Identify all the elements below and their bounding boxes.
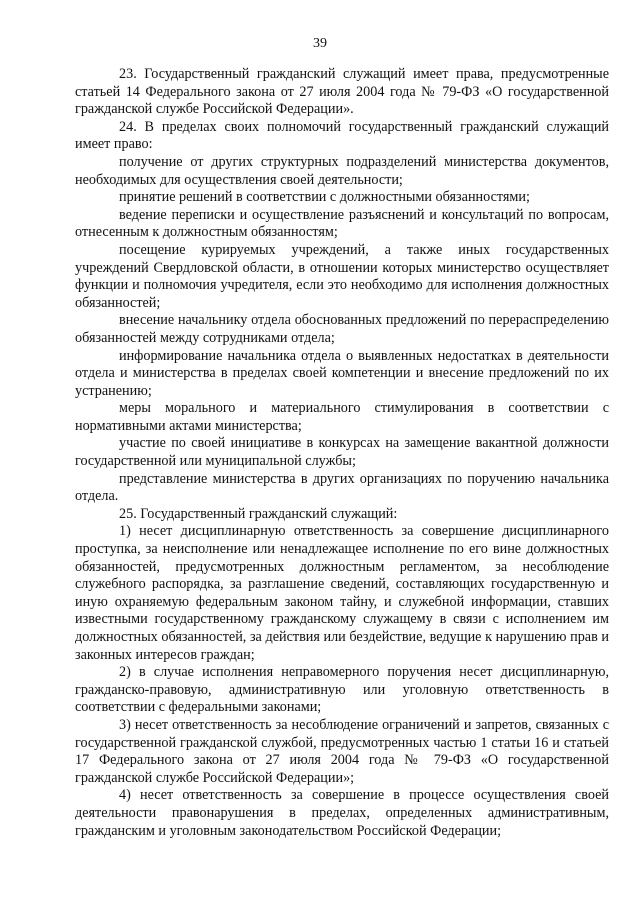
right-item-competitions: участие по своей инициативе в конкурсах на замещение вакантной должности государственной или муниципальной службы; xyxy=(75,435,609,470)
right-item-informing: информирование начальника отдела о выявленных недостатках в деятельности отдела и министерства в пределах своей компетенции и внесение предложений по их устранению; xyxy=(75,347,609,399)
liability-item-3: 3) несет ответственность за несоблюдение ограничений и запретов, связанных с государственной гражданской службой, предусмотренных частью 1 статьи 16 и статьей 17 Федерального закона от 27 июля 2004 года № 79-ФЗ «О государственной гражданской службе Российской Федерации»; xyxy=(75,716,609,786)
liability-item-1: 1) несет дисциплинарную ответственность за совершение дисциплинарного проступка, за неисполнение или ненадлежащее исполнение по его вине должностных обязанностей, предусмотренных должностным регламентом, за несоблюдение служебного распорядка, за разглашение сведений, составляющих государственную и иную охраняемую федеральным законом тайну, и служебной информации, ставших известными государственному гражданскому служащему в связи с исполнением им должностных обязанностей, за действия или бездействие, ведущие к нарушению прав и законных интересов граждан; xyxy=(75,523,609,663)
paragraph-24: 24. В пределах своих полномочий государственный гражданский служащий имеет право: xyxy=(75,118,609,153)
right-item-incentives: меры морального и материального стимулирования в соответствии с нормативными актами министерства; xyxy=(75,400,609,434)
right-item-proposals: внесение начальнику отдела обоснованных предложений по перераспределению обязанностей между сотрудниками отдела; xyxy=(75,312,609,346)
right-item-visits: посещение курируемых учреждений, а также иных государственных учреждений Свердловской области, в отношении которых министерство осуществляет функции и полномочия учредителя, если это необходимо для исполнения должностных обязанностей; xyxy=(75,241,609,311)
paragraph-25: 25. Государственный гражданский служащий: xyxy=(119,505,398,522)
right-item-documents: получение от других структурных подразделений министерства документов, необходимых для осуществления своей деятельности; xyxy=(75,153,609,188)
right-item-decisions: принятие решений в соответствии с должностными обязанностями; xyxy=(119,189,530,206)
right-item-correspondence: ведение переписки и осуществление разъяснений и консультаций по вопросам, отнесенным к должностным обязанностям; xyxy=(75,206,609,241)
liability-item-4: 4) несет ответственность за совершение в процессе осуществления своей деятельности правонарушения в пределах, определенных административным, гражданским и уголовным законодательством Российской Федерации; xyxy=(75,787,609,839)
liability-item-2: 2) в случае исполнения неправомерного поручения несет дисциплинарную, гражданско-правовую, административную или уголовную ответственность в соответствии с федеральными законами; xyxy=(75,664,609,716)
document-body xyxy=(75,66,609,840)
paragraph-23: 23. Государственный гражданский служащий имеет права, предусмотренные статьей 14 Федерального закона от 27 июля 2004 года № 79-ФЗ «О государственной гражданской службе Российской Федерации». xyxy=(75,66,609,118)
right-item-representation: представление министерства в других организациях по поручению начальника отдела. xyxy=(75,470,609,505)
page-number: 39 xyxy=(313,36,327,51)
